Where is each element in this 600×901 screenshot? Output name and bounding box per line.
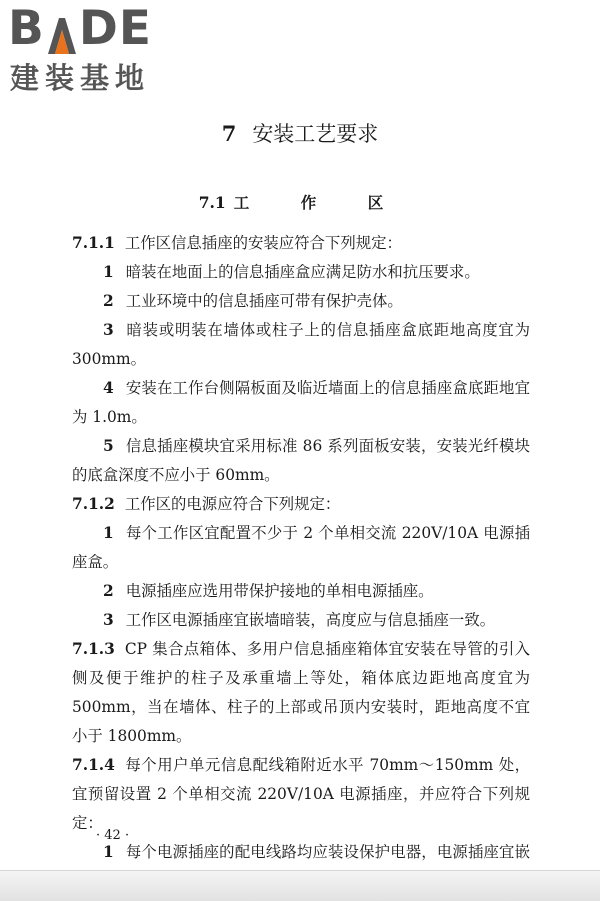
- section-title: 工 作 区: [233, 193, 402, 212]
- section-number: 7.1: [198, 193, 226, 212]
- item-text: 每个电源插座的配电线路均应装设保护电器，电源插座宜嵌: [125, 843, 530, 861]
- item-text: 安装在工作台侧隔板面及临近墙面上的信息插座盒底距地宜为 1.0m。: [72, 379, 530, 426]
- list-item: [72, 374, 530, 432]
- list-item: [72, 316, 530, 374]
- item-number: 4: [103, 379, 114, 397]
- clause: [72, 635, 530, 751]
- list-item: [72, 258, 530, 287]
- clause-text: CP 集合点箱体、多用户信息插座箱体宜安装在导管的引入侧及便于维护的柱子及承重墙上等处，箱体底边距地高度宜为 500mm，当在墙体、柱子的上部或吊顶内安装时，距地高度不宜小于 1800mm。: [72, 640, 530, 745]
- clause-text: 工作区的电源应符合下列规定：: [124, 495, 341, 513]
- list-item: [72, 287, 530, 316]
- chapter-number: 7: [221, 121, 237, 146]
- item-text: 信息插座模块宜采用标准 86 系列面板安装，安装光纤模块的底盒深度不应小于 60mm。: [72, 437, 530, 484]
- clause-text: 每个用户单元信息配线箱附近水平 70mm～150mm 处，宜预留设置 2 个单相交流 220V/10A 电源插座，并应符合下列规定：: [72, 756, 530, 832]
- clause-number: 7.1.2: [72, 495, 115, 513]
- list-item: [72, 519, 530, 577]
- item-number: 3: [103, 611, 114, 629]
- item-number: 1: [103, 843, 114, 861]
- item-text: 工作区电源插座宜嵌墙暗装，高度应与信息插座一致。: [125, 611, 496, 629]
- clause-number: 7.1.1: [72, 234, 115, 252]
- item-number: 2: [103, 582, 114, 600]
- clause-number: 7.1.3: [72, 640, 115, 658]
- item-text: 暗装或明装在墙体或柱子上的信息插座盒底距地高度宜为 300mm。: [72, 321, 530, 368]
- chapter-title: 安装工艺要求: [252, 122, 379, 146]
- item-number: 1: [103, 524, 114, 542]
- logo-wordmark: B DE: [8, 1, 152, 56]
- clause-text: 工作区信息插座的安装应符合下列规定：: [124, 234, 402, 252]
- list-item: [72, 577, 530, 606]
- document-body: [72, 229, 530, 896]
- page-number: · 42 ·: [96, 828, 130, 843]
- logo-a-mark: [46, 16, 78, 54]
- item-text: 每个工作区宜配置不少于 2 个单相交流 220V/10A 电源插座盒。: [72, 524, 530, 571]
- logo-chinese-text: 建装基地: [10, 61, 151, 95]
- item-text: 电源插座应选用带保护接地的单相电源插座。: [125, 582, 434, 600]
- list-item: [72, 432, 530, 490]
- section-heading: [0, 192, 600, 214]
- bade-logo: [8, 1, 183, 95]
- item-number: 1: [103, 263, 114, 281]
- clause: [72, 490, 530, 519]
- clause-number: 7.1.4: [72, 756, 115, 774]
- clause: [72, 229, 530, 258]
- chapter-heading: [0, 120, 600, 148]
- item-text: 工业环境中的信息插座可带有保护壳体。: [125, 292, 403, 310]
- list-item: [72, 606, 530, 635]
- page-bottom-edge: [0, 870, 600, 901]
- item-number: 5: [103, 437, 114, 455]
- item-number: 2: [103, 292, 114, 310]
- item-number: 3: [103, 321, 114, 339]
- clause: [72, 751, 530, 838]
- item-text: 暗装在地面上的信息插座盒应满足防水和抗压要求。: [125, 263, 480, 281]
